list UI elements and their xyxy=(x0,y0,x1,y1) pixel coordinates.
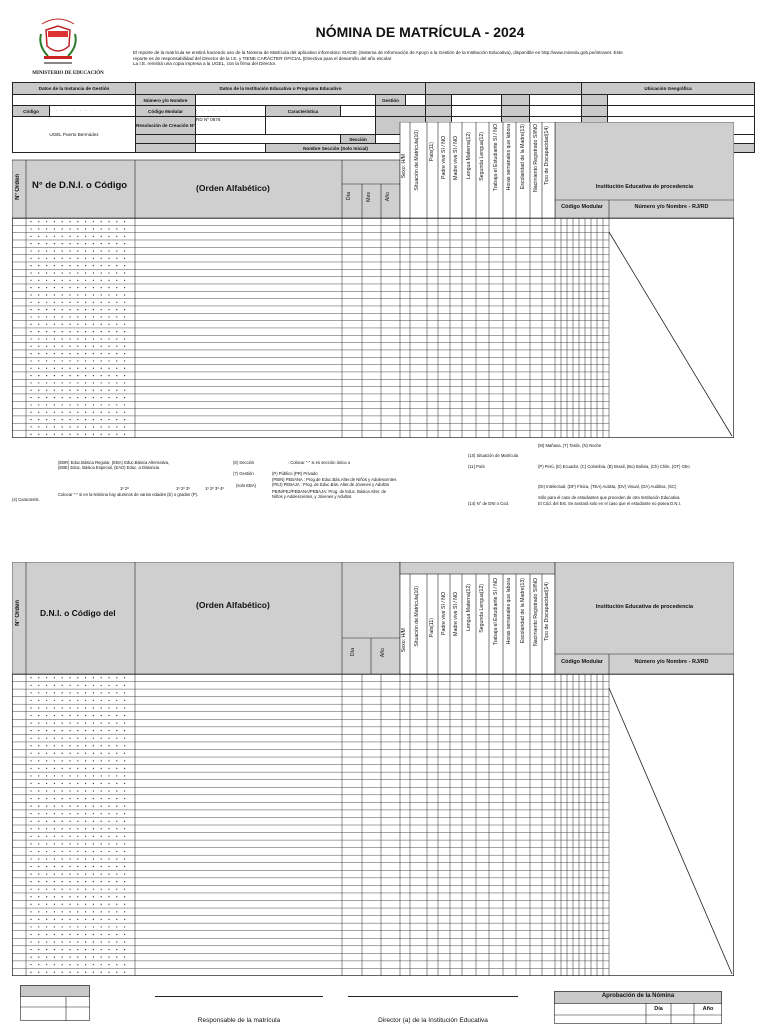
aprobacion-label: Aprobación de la Nómina xyxy=(601,993,675,999)
intro-text: El reporte de la matrícula se emitirá haciendo uso de la Nómina de Matrícula del aplicativo informático SIAGIE (Sistema de Información de Apoyo a la Gestión de la Institución Educativa), disponible en http://www.minedu.gob.pe/intranet. Este reporte es de responsabilidad del Director de la I.E. y TIENE CARÁCTER OFICIAL (Directiva para el desarrollo del año escolar La I.E. remitirá una copia impresa a la UGEL, con la firma del Director. xyxy=(133,50,623,67)
numero-nombre-field[interactable] xyxy=(196,95,376,106)
ubicacion-field[interactable] xyxy=(608,95,755,106)
anio-label-2: Año xyxy=(380,648,386,658)
student-table-1-header xyxy=(12,122,734,218)
student-table-2-body[interactable] xyxy=(12,674,734,976)
director-signature-line[interactable] xyxy=(348,996,518,997)
situacion-label-2: Situación de Matrícula(10) xyxy=(414,586,420,647)
madre-label-2: Madre vive SI / NO xyxy=(453,592,459,636)
dni-label: N° de D.N.I. o Código xyxy=(32,180,128,191)
escolaridad-label-2: Escolaridad de la Madre(13) xyxy=(520,578,526,644)
segunda-lengua-label-2: Segunda Lengua(12) xyxy=(479,584,485,633)
ugel-name: UGEL Puerto Bermúdez xyxy=(13,117,136,153)
procedencia-label: Institución Educativa de procedencia xyxy=(595,184,694,190)
aprobacion-box xyxy=(554,991,722,1024)
gestion-field[interactable] xyxy=(406,95,426,106)
orden-alfabetico-label-2: (Orden Alfabético) xyxy=(196,600,270,610)
page-title: NÓMINA DE MATRÍCULA - 2024 xyxy=(315,24,525,40)
situacion-label: Situación de Matrícula(10) xyxy=(414,130,420,191)
responsable-label: Responsable de la matrícula xyxy=(197,1017,281,1024)
codigo-modular-label: Código Modular xyxy=(136,106,196,117)
mes-label: Mes xyxy=(366,192,372,202)
madre-label: Madre vive SI / NO xyxy=(453,136,459,180)
discapacidad-label-2: Tipo de Discapacidad(14) xyxy=(544,582,550,641)
lengua-materna-label: Lengua Materna(12) xyxy=(466,132,472,180)
sexo-label: Sexo: H/M xyxy=(401,154,407,179)
sexo-label-2: Sexo: H/M xyxy=(401,628,407,653)
caracteristica-label: Característica xyxy=(266,106,341,117)
ubicacion-header: Ubicación Geográfica xyxy=(582,83,755,95)
horas-label-2: Horas semanales que labora xyxy=(506,578,512,645)
student-table-2-header xyxy=(12,562,734,674)
lengua-materna-label-2: Lengua Materna(12) xyxy=(466,584,472,632)
segunda-lengua-label: Segunda Lengua(12) xyxy=(479,132,485,181)
dia-label: Día xyxy=(346,192,352,201)
nacimiento-label-2: Nacimiento Registrado SI/NO xyxy=(533,578,539,647)
instancia-header: Datos de la Instancia de Gestión xyxy=(13,83,136,95)
proc-nombre-label-2: Número y/o Nombre - RJ/RD xyxy=(634,659,709,665)
student-table-1-body[interactable] xyxy=(12,218,734,438)
pais-label-2: País(11) xyxy=(429,618,435,638)
n-orden-label-2: Nº Orden xyxy=(15,600,21,626)
codigo-field[interactable]: · · · · · · · · xyxy=(50,106,136,117)
aprobacion-anio-label: Año xyxy=(702,1006,714,1012)
anio-label: Año xyxy=(385,192,391,202)
proc-codigo-label: Código Modular xyxy=(561,204,603,210)
horas-label: Horas semanales que labora xyxy=(506,124,512,191)
dia-label-2: Día xyxy=(350,648,356,657)
trabaja-label: Trabaja el Estudiante SI / NO xyxy=(493,124,499,192)
proc-codigo-label-2: Código Modular xyxy=(561,659,603,665)
aprobacion-dia-label: Día xyxy=(654,1006,663,1012)
ministry-name: MINISTERIO DE EDUCACIÓN xyxy=(32,71,104,76)
gestion-label: Gestión xyxy=(376,95,406,106)
legend: (EBR) Educ.Básica Regular, (EBA) Educ.Básica Alternativa, (EBE) Educ. Básica Especial, (EAD) Educ. a Distancia (6) Sección . Colocar "-" si es sección única o (7) Gestión (P) Público (PR) Privado (PBIN) PEBANA : Prog.de Educ.Bás.Alter.de Niños y Adolescentes (PEJ) PEBAJA : Prog. de Educ.Bás. Alter.de Jóvenes y Adultos PBIN/PEJ/PEBANA/PEBAJA: Prog. de Educ. Básica Alter. de Niños y Adolescentes, y Jóvenes y Adultos (solo EBA) 1º 2º 1º 2º 3º 1º 2º 3º 4º Colocar "-" si en la Nómina hay alumnos de varios edades (E) o grados (P). (4) Caracterist. (10) Situación de Matrícula (11) País (14) N° de DNI o Cod. (M) Mañana, (T) Tarde, (N) Noche (P) Perú, (E) Ecuador, (C) Colombia, (B) Brasil, (Bo) Bolivia, (Ch) Chile, (OT) Otro (DI) Intelectual, (DF) Física, (TEA) Autista, (DV) Visual, (DA) Auditiva, (SC) Sólo para el caso de estudiantes que proceden de otra Institución Educativa. El Cód. del Est. Se anotará solo en el caso que el estudiante no posea D.N.I. xyxy=(12,443,690,506)
nombre-seccion-label: Nombre Sección (Solo Inicial) xyxy=(266,144,406,153)
resolucion-field[interactable]: RD Nº 0876 xyxy=(196,117,266,135)
n-orden-label: Nº Orden xyxy=(15,174,21,200)
nacimiento-label: Nacimiento Registrado SI/NO xyxy=(533,124,539,193)
padre-label-2: Padre vive SI / NO xyxy=(441,592,447,635)
escolaridad-label: Escolaridad de la Madre(13) xyxy=(520,124,526,190)
resolucion-label: Resolución de Creación N° xyxy=(136,117,196,135)
numero-nombre-label: Número y/o Nombre xyxy=(136,95,196,106)
proc-nombre-label: Número y/o Nombre - RJ/RD xyxy=(634,204,709,210)
ministry-logo xyxy=(36,12,80,68)
pais-label: País(11) xyxy=(429,142,435,162)
orden-alfabetico-label: (Orden Alfabético) xyxy=(196,183,270,193)
footer-left-box xyxy=(20,985,90,1021)
codigo-modular-field[interactable]: · · · · · · xyxy=(196,106,266,117)
discapacidad-label: Tipo de Discapacidad(14) xyxy=(544,126,550,185)
padre-label: Padre vive SI / NO xyxy=(441,136,447,179)
codigo-label: Código xyxy=(13,106,50,117)
ie-header: Datos de la Institución Educativa o Programa Educativo xyxy=(136,83,426,95)
dni-label-2: D.N.I. o Código del xyxy=(40,608,116,618)
seccion-label: Sección xyxy=(341,135,376,144)
responsable-signature-line[interactable] xyxy=(155,996,323,997)
procedencia-label-2: Institución Educativa de procedencia xyxy=(595,604,694,610)
trabaja-label-2: Trabaja el Estudiante SI / NO xyxy=(493,578,499,646)
director-label: Director (a) de la Institución Educativa xyxy=(378,1017,488,1024)
